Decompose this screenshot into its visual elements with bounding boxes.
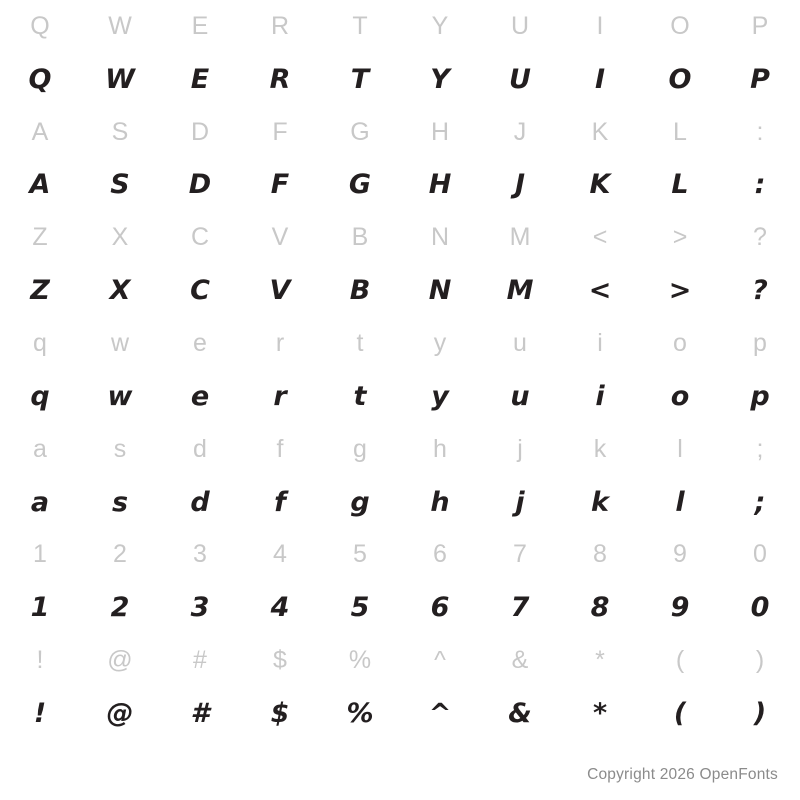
glyph-cell: w xyxy=(107,380,133,412)
glyph-cell: J xyxy=(514,169,526,201)
glyph-cell: < xyxy=(588,275,612,307)
glyph-cell: R xyxy=(270,11,290,40)
glyph-cell: r xyxy=(273,380,287,412)
glyph-cell: K xyxy=(591,117,609,146)
glyph-cell: ( xyxy=(673,698,687,730)
glyph-cell: K xyxy=(589,169,611,201)
glyph-cell: U xyxy=(510,11,530,40)
glyph-cell: o xyxy=(673,329,687,358)
glyph-cell: L xyxy=(673,117,687,146)
glyph-cell: u xyxy=(513,329,527,358)
glyph-cell: W xyxy=(108,11,132,40)
glyph-cell: O xyxy=(670,11,690,40)
glyph-cell: D xyxy=(190,117,210,146)
glyph-cell: i xyxy=(597,329,603,358)
glyph-cell: e xyxy=(193,329,207,358)
glyph-cell: T xyxy=(352,11,368,40)
glyph-cell: I xyxy=(596,11,604,40)
glyph-cell: X xyxy=(109,275,131,307)
glyph-cell: 9 xyxy=(673,540,687,569)
glyph-cell: V xyxy=(269,275,291,307)
glyph-cell: p xyxy=(750,380,770,412)
glyph-cell: 3 xyxy=(190,592,210,624)
glyph-cell: h xyxy=(430,486,450,518)
glyph-cell: C xyxy=(190,275,210,307)
glyph-cell: Q xyxy=(30,11,50,40)
glyph-cell: # xyxy=(190,698,210,730)
glyph-cell: @ xyxy=(107,646,133,675)
glyph-cell: S xyxy=(110,169,130,201)
glyph-cell: p xyxy=(753,329,767,358)
glyph-cell: P xyxy=(751,11,769,40)
glyph-cell: < xyxy=(592,223,608,252)
glyph-cell: C xyxy=(190,223,210,252)
glyph-cell: q xyxy=(30,380,50,412)
glyph-cell: : xyxy=(754,169,766,201)
glyph-cell: 4 xyxy=(273,540,287,569)
glyph-cell: 1 xyxy=(30,592,50,624)
glyph-cell: M xyxy=(509,223,531,252)
glyph-cell: d xyxy=(190,486,210,518)
glyph-cell: ; xyxy=(754,486,766,518)
glyph-cell: w xyxy=(110,329,130,358)
glyph-cell: s xyxy=(111,486,129,518)
glyph-cell: 7 xyxy=(513,540,527,569)
glyph-cell: 4 xyxy=(270,592,290,624)
glyph-cell: 0 xyxy=(750,592,770,624)
glyph-cell: B xyxy=(351,223,369,252)
glyph-cell: Q xyxy=(28,63,52,95)
glyph-cell: % xyxy=(346,698,374,730)
glyph-cell: d xyxy=(193,434,207,463)
glyph-cell: ( xyxy=(675,646,685,675)
glyph-cell: 3 xyxy=(193,540,207,569)
glyph-cell: 5 xyxy=(353,540,367,569)
glyph-cell: H xyxy=(430,117,450,146)
glyph-cell: * xyxy=(592,698,608,730)
glyph-cell: A xyxy=(31,117,49,146)
glyph-cell: B xyxy=(349,275,371,307)
glyph-cell: : xyxy=(756,117,764,146)
glyph-cell: 6 xyxy=(433,540,447,569)
glyph-cell: P xyxy=(750,63,770,95)
glyph-cell: j xyxy=(515,486,525,518)
glyph-cell: o xyxy=(670,380,690,412)
glyph-cell: 8 xyxy=(590,592,610,624)
glyph-cell: a xyxy=(30,486,50,518)
glyph-cell: > xyxy=(668,275,692,307)
glyph-cell: X xyxy=(111,223,129,252)
glyph-cell: Z xyxy=(30,275,50,307)
glyph-cell: 2 xyxy=(110,592,130,624)
glyph-cell: g xyxy=(350,486,370,518)
glyph-cell: R xyxy=(269,63,291,95)
glyph-cell: N xyxy=(430,223,450,252)
glyph-cell: a xyxy=(33,434,47,463)
glyph-cell: I xyxy=(594,63,606,95)
glyph-cell: D xyxy=(188,169,212,201)
glyph-cell: ! xyxy=(36,646,44,675)
glyph-cell: * xyxy=(595,646,605,675)
glyph-cell: % xyxy=(348,646,372,675)
glyph-cell: ^ xyxy=(428,698,452,730)
glyph-cell: 7 xyxy=(510,592,530,624)
glyph-cell: ) xyxy=(755,646,765,675)
glyph-cell: q xyxy=(33,329,47,358)
glyph-cell: Y xyxy=(431,11,449,40)
glyph-cell: 1 xyxy=(33,540,47,569)
glyph-cell: J xyxy=(513,117,527,146)
glyph-cell: > xyxy=(672,223,688,252)
glyph-cell: F xyxy=(270,169,290,201)
glyph-cell: l xyxy=(677,434,683,463)
glyph-cell: 2 xyxy=(113,540,127,569)
copyright-notice: Copyright 2026 OpenFonts xyxy=(587,766,778,783)
glyph-cell: & xyxy=(511,646,529,675)
glyph-cell: ? xyxy=(752,275,768,307)
glyph-cell: 0 xyxy=(753,540,767,569)
glyph-cell: N xyxy=(428,275,452,307)
glyph-cell: @ xyxy=(106,698,134,730)
glyph-cell: T xyxy=(350,63,370,95)
glyph-cell: g xyxy=(353,434,367,463)
glyph-cell: & xyxy=(508,698,532,730)
glyph-cell: j xyxy=(517,434,523,463)
glyph-cell: t xyxy=(356,329,364,358)
glyph-cell: G xyxy=(348,169,372,201)
glyph-cell: W xyxy=(105,63,135,95)
glyph-cell: E xyxy=(191,11,209,40)
glyph-cell: Z xyxy=(32,223,48,252)
glyph-cell: r xyxy=(275,329,285,358)
glyph-cell: 5 xyxy=(350,592,370,624)
glyph-cell: y xyxy=(431,380,449,412)
glyph-cell: k xyxy=(593,434,607,463)
glyph-cell: s xyxy=(113,434,127,463)
glyph-cell: L xyxy=(671,169,689,201)
glyph-cell: t xyxy=(353,380,367,412)
glyph-cell: F xyxy=(272,117,288,146)
glyph-cell: f xyxy=(274,486,286,518)
glyph-cell: e xyxy=(190,380,210,412)
glyph-cell: 6 xyxy=(430,592,450,624)
glyph-cell: V xyxy=(271,223,289,252)
glyph-cell: f xyxy=(276,434,284,463)
glyph-cell: y xyxy=(433,329,447,358)
glyph-cell: i xyxy=(595,380,605,412)
glyph-cell: $ xyxy=(270,698,290,730)
glyph-cell: A xyxy=(29,169,51,201)
glyph-cell: $ xyxy=(273,646,287,675)
glyph-cell: ! xyxy=(33,698,47,730)
glyph-cell: l xyxy=(675,486,685,518)
glyph-cell: 9 xyxy=(670,592,690,624)
glyph-cell: S xyxy=(111,117,129,146)
glyph-cell: ^ xyxy=(434,646,446,675)
glyph-cell: ) xyxy=(753,698,767,730)
glyph-cell: G xyxy=(350,117,370,146)
glyph-cell: u xyxy=(510,380,530,412)
glyph-cell: h xyxy=(433,434,447,463)
glyph-cell: H xyxy=(428,169,452,201)
glyph-cell: ? xyxy=(753,223,767,252)
glyph-cell: k xyxy=(591,486,609,518)
glyph-cell: M xyxy=(506,275,534,307)
glyph-cell: ; xyxy=(756,434,764,463)
glyph-cell: O xyxy=(668,63,692,95)
glyph-cell: U xyxy=(509,63,531,95)
glyph-cell: 8 xyxy=(593,540,607,569)
glyph-cell: # xyxy=(193,646,207,675)
glyph-cell: E xyxy=(190,63,210,95)
glyph-cell: Y xyxy=(430,63,450,95)
